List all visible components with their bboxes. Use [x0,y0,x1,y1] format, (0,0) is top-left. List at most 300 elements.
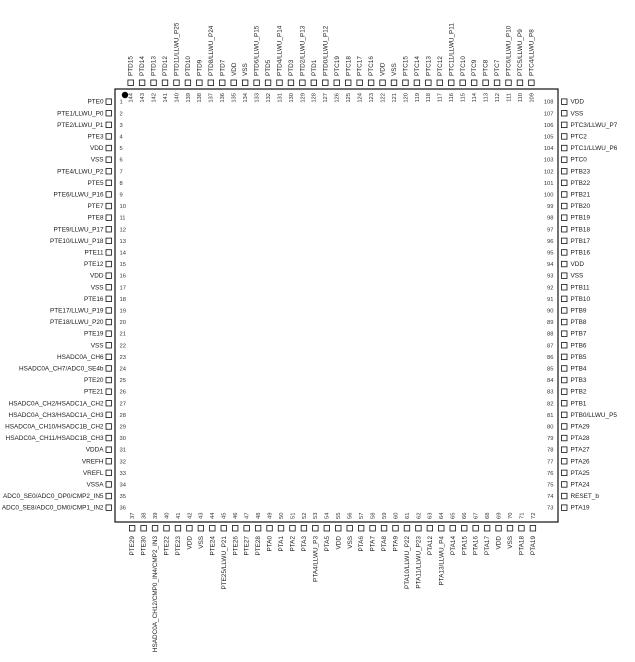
pin-107-label: VSS [570,110,584,118]
pin-26-pad [106,389,112,395]
pin-89-pad [562,319,568,325]
pin-21-label: PTE19 [83,330,104,338]
pin-51-number: 51 [290,512,297,519]
pin-131-pad [277,80,283,86]
pin-88-label: PTB7 [570,330,587,338]
pin-120-label: PTC15 [402,56,410,76]
pin-120-pad [403,80,409,86]
pin-48-label: PTE28 [255,536,263,556]
pin-131-number: 131 [277,93,284,103]
pin-69-label: VDD [495,536,503,550]
pin-119-pad [414,80,420,86]
pin-3-label: PTE2/LLWU_P1 [57,121,104,129]
pin-62-number: 62 [416,512,423,519]
pin-64-label: PTA13/LLWU_P4 [438,536,446,586]
pin-144-label: PTD15 [127,56,135,76]
pin-118-pad [426,80,432,86]
pin-16-number: 16 [119,273,126,280]
pin-36-pad [106,505,112,511]
pin-144-pad [128,80,133,86]
pin-85-label: PTB4 [570,365,587,373]
pin-85-pad [562,366,568,372]
pin-13-label: PTE10/LLWU_P18 [49,237,104,245]
pin-116-label: PTC11/LLWU_P11 [448,23,456,76]
pin-24-number: 24 [119,366,126,373]
pin-114-number: 114 [472,93,478,103]
pin-52-label: PTA3 [300,536,308,552]
pin-129-label: PTD2/LLWU_P13 [299,25,307,76]
pin-96-label: PTB17 [570,237,591,245]
pin-81-pad [562,412,568,418]
pin-60-pad [393,526,399,532]
pin-4-label: PTE3 [87,133,104,141]
pin-70-label: VSS [507,536,515,549]
pin-28-pad [106,412,112,418]
pin-103-number: 103 [543,157,554,164]
pin-31-label: VDDA [85,446,104,454]
pin-5-label: VDD [90,145,104,153]
pin-122-number: 122 [380,93,387,103]
pin-42-pad [187,526,193,532]
pin-122-label: VDD [379,62,387,76]
pin-49-label: PTA0 [266,536,274,552]
pin-142-number: 142 [151,93,158,103]
pin-33-pad [106,470,112,476]
pin-18-pad [106,296,112,302]
pin-28-label: HSADC0A_CH3/HSADC1A_CH3 [8,411,104,419]
pin-6-pad [106,157,112,163]
pin-114-pad [471,80,477,86]
pin-91-label: PTB10 [570,295,591,303]
pin-54-number: 54 [324,512,331,519]
pin-133-number: 133 [254,93,261,103]
pin-123-pad [368,80,374,86]
pin-58-label: PTA7 [369,536,377,552]
pin-4-number: 4 [119,134,123,141]
pin-90-label: PTB9 [570,307,587,315]
pin-29-label: HSADC0A_CH10/HSADC1B_CH2 [5,423,104,431]
pin-63-label: PTA12 [426,536,434,556]
pin-30-number: 30 [119,436,126,443]
pin-87-pad [562,343,568,349]
pin-53-number: 53 [313,512,320,519]
pin-97-pad [562,227,568,233]
pin-8-pad [106,180,112,186]
pin-42-label: VDD [186,536,194,550]
pin-113-label: PTC8 [482,59,490,76]
pin-15-number: 15 [119,262,126,269]
pin-12-label: PTE9/LLWU_P17 [53,226,104,234]
pin-73-pad [562,505,568,511]
pin-144-number: 144 [128,93,135,103]
pin-22-pad [106,343,112,349]
pin-108-label: VDD [570,98,584,106]
pin-104-pad [562,145,568,151]
pin-132-pad [265,80,271,86]
pin-138-pad [197,80,203,86]
pin-6-number: 6 [119,157,123,164]
pin-123-label: PTC16 [368,56,376,76]
pin-90-pad [562,308,568,314]
pin-58-pad [370,526,376,532]
pin-95-pad [562,250,568,256]
pin-38-pad [141,526,147,532]
pin-106-pad [562,122,568,128]
pin-73-label: PTA19 [570,504,590,512]
pin-7-pad [106,169,112,175]
pin-50-label: PTA1 [278,536,286,552]
pin-126-number: 126 [334,93,341,103]
pin-9-label: PTE6/LLWU_P16 [53,191,104,199]
pin-32-number: 32 [119,459,126,466]
pin-38-label: PTE30 [140,536,148,556]
pin-18-label: PTE16 [83,295,104,303]
pin-51-label: PTA2 [289,536,297,552]
pin-23-number: 23 [119,354,126,361]
pin-79-label: PTA28 [570,435,590,443]
pin-93-label: VSS [570,272,584,280]
pin-49-pad [267,526,273,532]
pin-61-pad [404,526,410,532]
pin-110-pad [517,80,523,86]
pin-107-number: 107 [543,111,554,118]
pin-139-number: 139 [185,93,192,103]
pin-139-pad [185,80,191,86]
pin-66-number: 66 [462,512,469,519]
pin-138-number: 138 [197,93,204,103]
pin-74-label: RESET_b [570,493,599,501]
pin-18-number: 18 [119,296,126,303]
pin-105-number: 105 [543,134,554,141]
pin-60-number: 60 [393,512,400,519]
pin-11-number: 11 [119,215,126,222]
pin-6-label: VSS [90,156,104,164]
pin-7-label: PTE4/LLWU_P2 [57,168,104,176]
pin-34-label: VSSA [86,481,104,489]
pin-46-pad [232,526,238,532]
pin-94-label: VDD [570,261,584,269]
pin-132-number: 132 [265,93,272,103]
pin-112-label: PTC7 [494,59,502,76]
pin-82-number: 82 [547,401,554,408]
pin-76-number: 76 [547,470,554,477]
pin-95-label: PTB16 [570,249,591,257]
pin-115-number: 115 [460,93,467,103]
pin-124-label: PTC17 [356,56,364,76]
pin-8-label: PTE5 [87,179,104,187]
pin-137-label: PTD8/LLWU_P24 [207,25,215,76]
chip-body [115,89,558,522]
pin-34-number: 34 [119,482,126,489]
pin-41-label: PTE23 [175,536,182,556]
pin-32-pad [106,459,112,465]
pin-27-label: HSADC0A_CH2/HSADC1A_CH2 [8,400,104,408]
pin-127-number: 127 [323,93,330,103]
pin-121-pad [391,80,397,86]
pin-12-number: 12 [119,227,126,234]
pin-46-label: PTE26 [232,536,240,556]
pin-116-number: 116 [449,93,456,103]
pin-16-pad [106,273,112,279]
pin-56-label: VSS [346,536,354,549]
pin-39-label: HSADC0A_CH12/CMP0_IN4/CMP2_IN3 [152,536,160,653]
pin-134-pad [242,80,248,86]
pin-71-pad [519,526,525,532]
pin-139-label: PTD10 [184,56,192,76]
pin-113-pad [483,80,489,86]
pin-91-pad [562,296,568,302]
pin-102-label: PTB23 [570,168,591,176]
pin-2-number: 2 [119,111,123,118]
pin-56-number: 56 [347,512,354,519]
pin-4-pad [106,134,112,140]
pin1-marker-dot [122,92,128,98]
pin-96-pad [562,238,568,244]
pin-27-number: 27 [119,401,126,408]
pin-117-number: 117 [437,93,444,103]
pin-130-label: PTD3 [288,59,295,76]
pin-125-label: PTC18 [345,56,353,76]
pin-123-number: 123 [368,93,375,103]
pin-14-label: PTE11 [84,249,104,257]
pin-84-label: PTB3 [570,377,587,385]
pin-141-label: PTD12 [162,56,170,76]
pin-120-number: 120 [403,93,410,103]
pin-66-label: PTA15 [461,536,469,556]
pin-101-pad [562,180,568,186]
pin-43-label: VSS [197,536,205,549]
pin-64-number: 64 [439,512,446,519]
pin-111-label: PTC6/LLWU_P10 [505,25,513,76]
pin-22-number: 22 [119,343,126,350]
pin-29-number: 29 [119,424,126,431]
pin-9-number: 9 [119,192,123,199]
pin-138-label: PTD9 [196,59,204,76]
pin-109-number: 109 [529,93,536,103]
pin-137-pad [208,80,214,86]
pin-62-label: PTA11/LLWU_P23 [415,536,423,589]
pin-143-label: PTD14 [139,56,147,76]
pin-100-pad [562,192,568,198]
pin-25-label: PTE20 [83,377,104,385]
pin-55-pad [336,526,342,532]
pin-70-pad [507,526,513,532]
pin-141-number: 141 [162,93,169,103]
pin-78-number: 78 [547,447,554,454]
pin-78-label: PTA27 [570,446,590,454]
pin-21-pad [106,331,112,337]
pin-30-pad [106,435,112,441]
pin-62-pad [416,526,422,532]
pin-25-pad [106,377,112,383]
pin-45-label: PTE25/LLWU_P21 [220,536,228,590]
pin-116-pad [449,80,455,86]
pin-99-pad [562,203,568,209]
pin-35-number: 35 [119,494,126,501]
pin-124-pad [357,80,363,86]
pin-135-number: 135 [231,93,238,103]
pin-76-pad [562,470,568,476]
pin-60-label: PTA9 [392,536,400,552]
pin-127-pad [323,80,329,86]
pin-24-label: HSADC0A_CH7/ADC0_SE4b [18,365,104,373]
pin-69-pad [496,526,502,532]
pin-82-label: PTB1 [570,400,587,408]
pin-57-pad [358,526,364,532]
pin-25-number: 25 [119,378,126,385]
pin-140-label: PTD11/LLWU_P25 [173,22,181,76]
pin-50-number: 50 [278,512,285,519]
pin-100-label: PTB21 [570,191,591,199]
pin-72-number: 72 [530,512,537,519]
pin-57-label: PTA6 [358,536,366,552]
pin-87-number: 87 [547,343,554,350]
pin-44-number: 44 [210,512,217,519]
pin-91-number: 91 [547,296,554,303]
pin-47-number: 47 [244,512,251,519]
pin-3-number: 3 [119,122,123,129]
pin-17-pad [106,285,112,291]
pin-85-number: 85 [547,366,554,373]
pin-43-pad [198,526,204,532]
pin-40-pad [164,526,170,532]
pin-101-label: PTB22 [570,179,591,187]
pin-110-number: 110 [517,93,524,103]
pin-41-number: 41 [175,512,182,519]
pin-2-label: PTE1/LLWU_P0 [57,110,104,118]
pin-5-number: 5 [119,146,123,153]
pin-99-number: 99 [547,204,554,211]
pin-113-number: 113 [483,93,490,103]
pin-61-number: 61 [404,512,411,519]
pin-67-label: PTA16 [472,536,480,556]
pin-129-number: 129 [300,93,307,103]
pin-8-number: 8 [119,180,123,187]
pin-7-number: 7 [119,169,123,176]
pin-89-number: 89 [547,320,554,327]
pin-57-number: 57 [359,512,365,519]
pin-67-number: 67 [473,512,480,519]
pin-13-pad [106,238,112,244]
pin-87-label: PTB6 [570,342,587,350]
pin-22-label: VSS [90,342,104,350]
pin-56-pad [347,526,353,532]
pin-119-number: 119 [414,93,421,103]
pin-11-pad [106,215,112,221]
pin-121-number: 121 [391,93,398,103]
pin-84-number: 84 [547,378,554,385]
pin-33-number: 33 [119,470,126,477]
pin-84-pad [562,377,568,383]
pin-102-number: 102 [543,169,554,176]
pin-37-number: 37 [130,512,136,519]
pin-81-number: 81 [547,412,554,419]
pin-26-label: PTE21 [83,388,104,396]
pin-74-number: 74 [547,494,554,501]
pin-112-pad [494,80,500,86]
pin-75-pad [562,482,568,488]
pin-65-pad [450,526,456,532]
pin-1-number: 1 [119,99,123,106]
pin-59-number: 59 [381,512,388,519]
pin-38-number: 38 [141,512,148,519]
pin-109-pad [529,80,535,86]
pin-19-pad [106,308,112,314]
pin-104-number: 104 [543,146,554,153]
pin-101-number: 101 [543,180,554,187]
pin-89-label: PTB8 [570,319,587,327]
pin-107-pad [562,111,568,117]
pin-136-label: PTD7 [219,59,227,76]
pin-132-label: PTD5 [265,59,273,76]
pin-11-label: PTE8 [87,214,104,222]
pin-69-number: 69 [496,512,503,519]
pin-43-number: 43 [198,512,205,519]
pin-50-pad [278,526,284,532]
pin-131-label: PTD4/LLWU_P14 [276,25,284,76]
pin-32-label: VREFH [81,458,104,466]
pin-39-number: 39 [152,512,159,519]
pin-92-pad [562,285,568,291]
pin-86-number: 86 [547,354,554,361]
pin-37-pad [129,526,135,532]
pin-21-number: 21 [119,331,126,338]
pin-106-number: 106 [543,122,554,129]
pin-98-label: PTB19 [570,214,591,222]
pin-106-label: PTC3/LLWU_P7 [570,121,618,129]
pin-14-number: 14 [119,250,126,257]
pin-27-pad [106,401,112,407]
pin-134-label: VSS [242,63,250,76]
pin-111-pad [506,80,512,86]
pin-80-number: 80 [547,424,554,431]
pin-130-pad [288,80,294,86]
pin-63-pad [427,526,433,532]
pin-75-label: PTA24 [570,481,590,489]
pin-104-label: PTC1/LLWU_P6 [570,145,618,153]
pin-53-pad [313,526,319,532]
pin-42-number: 42 [187,512,194,519]
pin-58-number: 58 [370,512,377,519]
pin-108-number: 108 [543,99,554,106]
pin-88-pad [562,331,568,337]
pin-124-number: 124 [357,93,364,103]
pin-17-label: VSS [90,284,104,292]
pin-110-label: PTC5/LLWU_P9 [517,29,524,76]
pin-65-label: PTA14 [449,536,457,556]
pin-125-pad [345,80,351,86]
pin-44-pad [210,526,216,532]
pin-12-pad [106,227,112,233]
pin-135-pad [231,80,237,86]
pin-119-label: PTC14 [413,56,421,76]
pin-134-number: 134 [243,93,249,103]
pin-109-label: PTC4/LLWU_P8 [528,29,536,76]
pin-137-number: 137 [208,93,215,103]
pin-93-pad [562,273,568,279]
pin-142-label: PTD13 [150,56,158,76]
pin-136-pad [220,80,226,86]
pin-117-pad [437,80,443,86]
pin-28-number: 28 [119,412,126,419]
pin-51-pad [290,526,296,532]
pin-127-label: PTD0/LLWU_P12 [322,25,330,76]
pin-86-pad [562,354,568,360]
pin-31-pad [106,447,112,453]
pin-52-pad [301,526,307,532]
pin-105-pad [562,134,568,140]
pin-19-label: PTE17/LLWU_P19 [49,307,104,315]
